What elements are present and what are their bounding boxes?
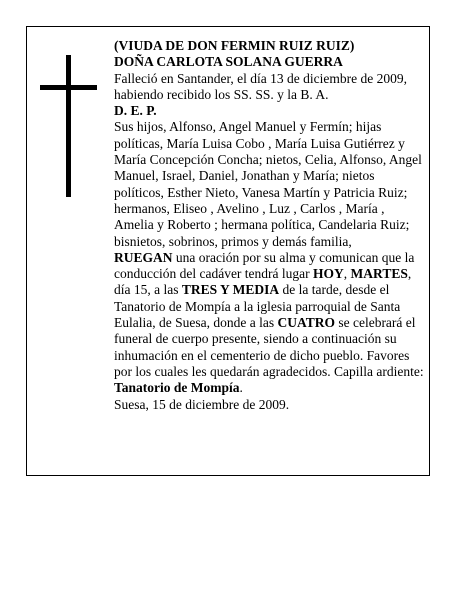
time-words: TRES Y MEDIA: [181, 282, 280, 298]
dep-line: D. E. P.: [114, 103, 157, 119]
announcement-text-1: una oración por su alma y comunican que la conducción del cadáver tendrá lugar: [114, 249, 415, 282]
closing-line: Suesa, 15 de diciembre de 2009.: [114, 396, 290, 412]
announcement-text-5: se celebrará el funeral de cuerpo presente, siendo a continuación su inhumación en el cementerio de dicho pueblo. Favores por los cuales les quedarán agradecidos. Capilla ardiente:: [114, 315, 424, 379]
announcement-text-2: ,: [343, 266, 351, 282]
widow-line: (VIUDA DE DON FERMIN RUIZ RUIZ): [114, 38, 355, 53]
announcement-text-3: , día 15, a las: [114, 266, 412, 298]
family-list: Sus hijos, Alfonso, Angel Manuel y Fermín; hijas políticas, María Luisa Cobo , María Luisa Gutiérrez y María Concepción Concha; nietos, Celia, Alfonso, Angel Manuel, Israel, Daniel, Jonathan y María; nietos políticos, Esther Nieto, Vanesa Martín y Patricia Ruiz; hermanos, Eliseo , Avelino , Luz , Carlos , María , Amelia y Roberto ; hermana política, Candelaria Ruiz; bisnietos, sobrinos, primos y demás familia,: [114, 119, 422, 249]
announcement-text-4: de la tarde, desde el Tanatorio de Mompía a la iglesia parroquial de Santa Eulalia, de Suesa, donde a las: [114, 282, 401, 331]
cuatro-word: CUATRO: [277, 315, 335, 331]
cross-horizontal-bar: [40, 85, 97, 90]
tanatorio-name: Tanatorio de Mompía: [114, 380, 240, 396]
death-notice: Falleció en Santander, el día 13 de diciembre de 2009, habiendo recibido los SS. SS. y la B. A.: [114, 70, 407, 102]
ruegan-word: RUEGAN: [114, 249, 173, 265]
funeral-announcement: [114, 250, 426, 397]
obituary-text: [114, 38, 426, 413]
hoy-word: HOY: [313, 266, 344, 282]
martes-word: MARTES: [350, 266, 408, 282]
cross-vertical-bar: [66, 55, 71, 197]
deceased-name: DOÑA CARLOTA SOLANA GUERRA: [114, 54, 343, 70]
announcement-text-6: .: [239, 380, 243, 396]
